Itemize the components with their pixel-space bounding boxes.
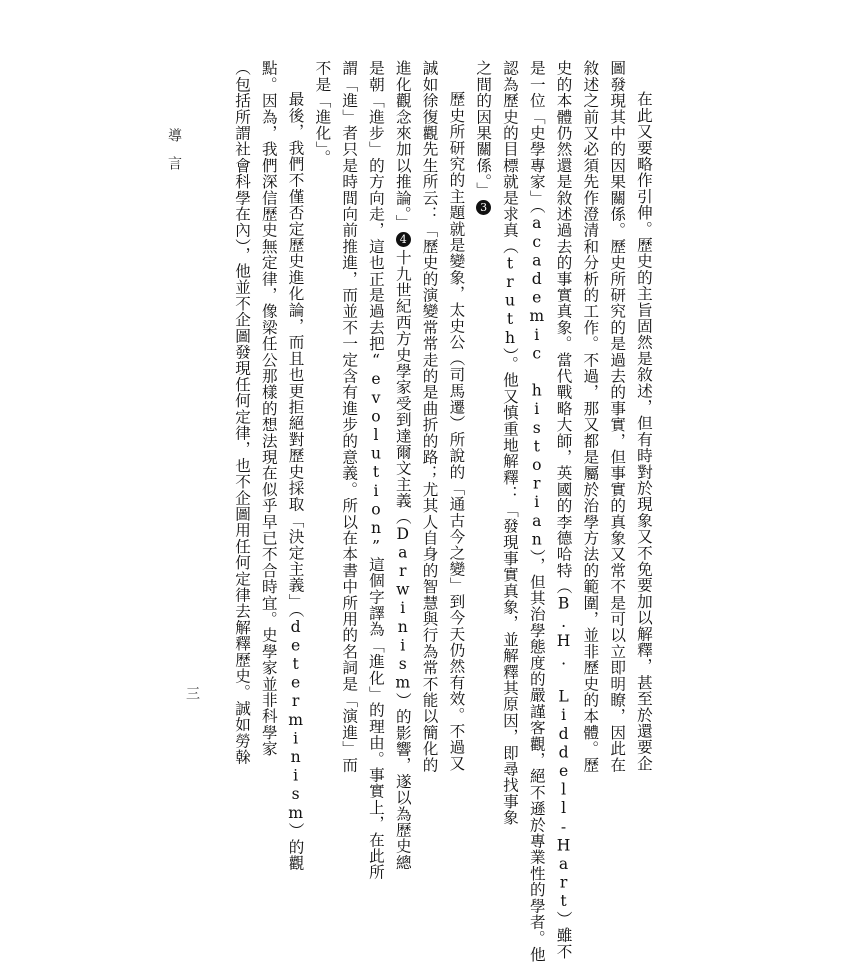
text-column-14: 最後，我們不僅否定歷史進化論，而且也更拒絕對歷史採取「決定主義」（determinism）的觀 [286, 91, 305, 872]
text-column-10-continued: 十九世紀西方史學家受到達爾文主義（Darwinism）的影響，遂以為歷史總 [393, 249, 412, 871]
text-column-7 [473, 60, 493, 798]
footnote-mark-4: 4 [396, 233, 410, 247]
text-column-11: 是朝「進步」的方向走，這也正是過去把“evolution”這個字譯為「進化」的理由。事實上，在此所 [366, 60, 385, 881]
text-column-13: 不是「進化」。 [313, 60, 332, 166]
text-column-5: 是一位「史學專家」（academic historian），但其治學態度的嚴謹客觀，絕不遜於專業性的學者。他 [527, 60, 546, 962]
text-column-8: 歷史所研究的主題就是變象，太史公（司馬遷）所說的「通古今之變」到今天仍然有效。不過又 [447, 91, 466, 772]
footnote-mark-3: 3 [477, 200, 491, 215]
body-text [232, 60, 654, 962]
page-number: 三 [184, 686, 200, 700]
text-column-16: （包括所謂社會科學在內），他並不企圖發現任何定律，也不企圖用任何定律去解釋歷史。誠如勞榦 [233, 60, 251, 765]
text-column-3: 敘述之前又必須先作澄清和分析的工作。不過，那又都是屬於治學方法的範圍，並非歷史的本體。歷 [581, 60, 600, 773]
text-column-15: 點。因為，我們深信歷史無定律，像梁任公那樣的想法現在似乎早已不合時宜。史學家並非科學家 [259, 60, 278, 757]
text-column-12: 謂「進」者只是時間向前推進，而並不一定含有進步的意義。所以在本書中所用的名詞是「演進」而 [340, 60, 359, 773]
text-column-10 [393, 60, 413, 871]
text-column-10-text: 進化觀念來加以推論。」 [393, 60, 412, 231]
running-head: 導言 [166, 128, 182, 184]
text-column-6: 認為歷史的目標就是求真（truth）。他又慎重地解釋：「發現事實真象，並解釋其原因，即尋找事象 [500, 60, 519, 826]
text-column-4: 史的本體仍然還是敘述過去的事實真象。當代戰略大師，英國的李德哈特（B.H. Liddell-Hart）雖不 [554, 60, 573, 960]
text-column-1: 在此又要略作引伸。歷史的主旨固然是敘述，但有時對於現象又不免要加以解釋，甚至於還要企 [634, 91, 653, 772]
text-column-2: 圖發現其中的因果關係。歷史所研究的是過去的事實，但事實的真象又常不是可以立即明瞭，因此在 [608, 60, 627, 773]
text-column-9: 誠如徐復觀先生所云：「歷史的演變常常走的是曲折的路；尤其人自身的智慧與行為常不能以簡化的 [420, 60, 439, 773]
text-column-7-text: 之間的因果關係。」 [474, 60, 493, 198]
